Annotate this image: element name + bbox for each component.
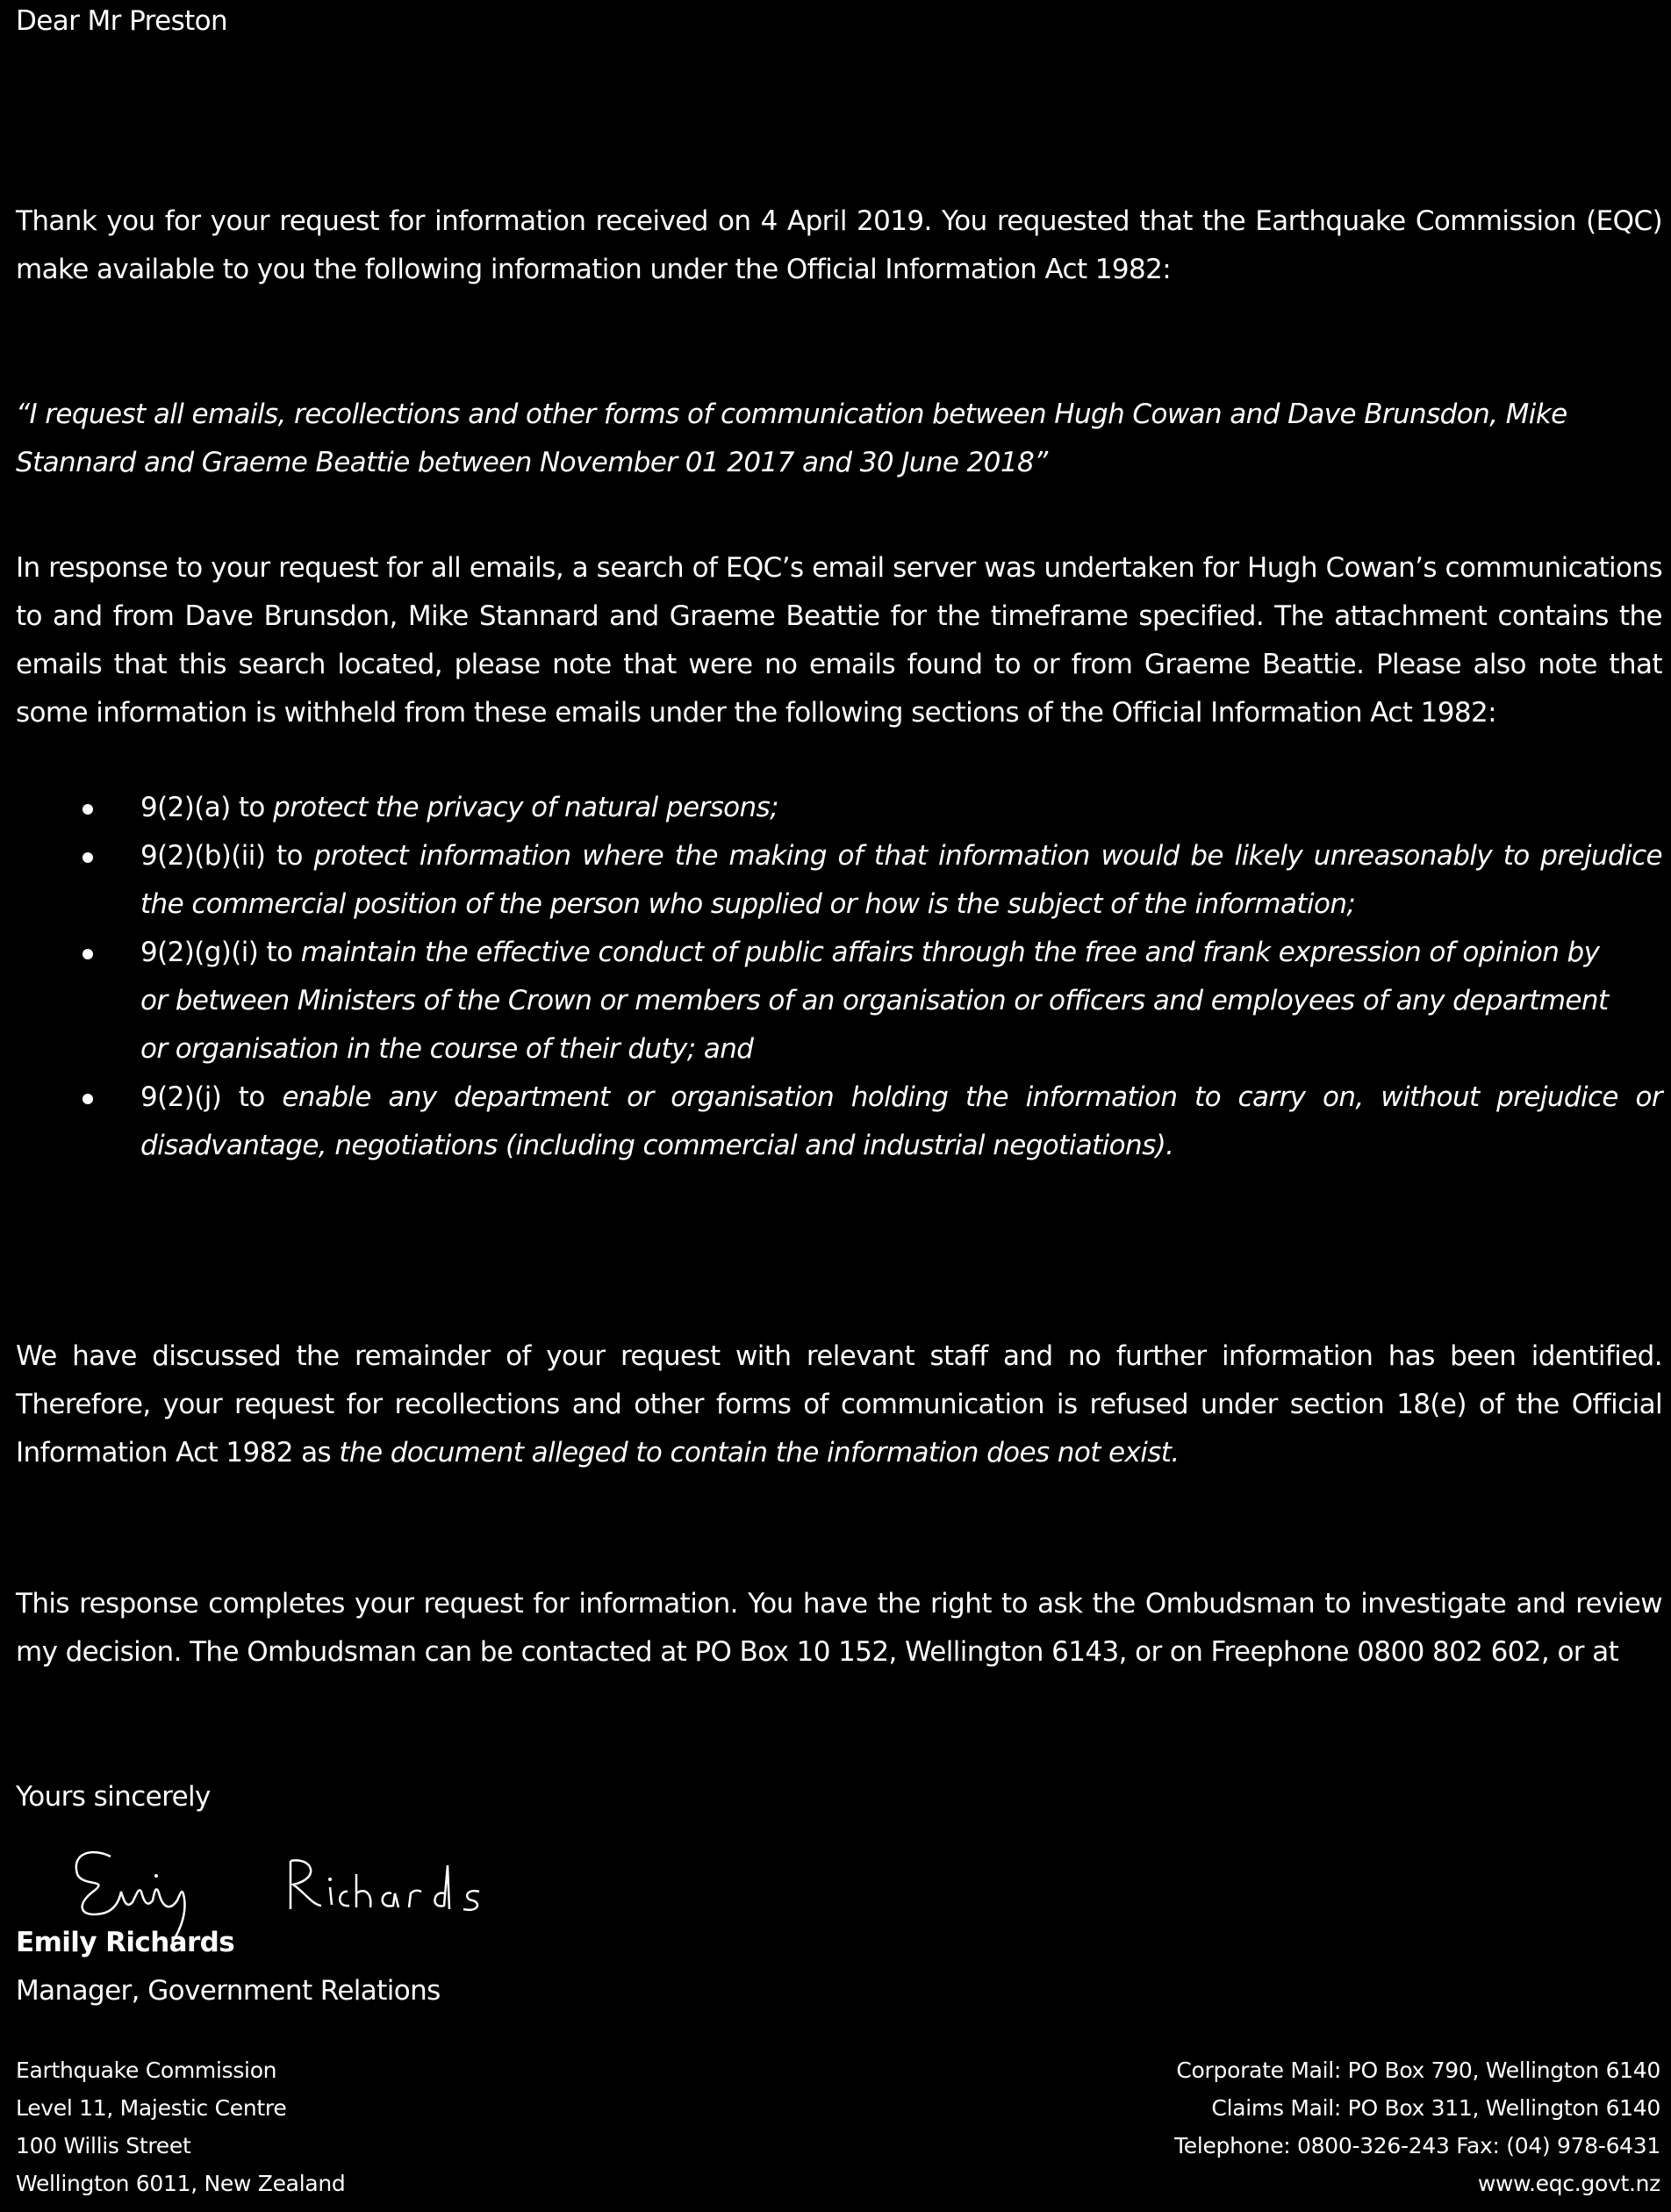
footer-address-line: Level 11, Majestic Centre bbox=[16, 2095, 287, 2121]
withheld-sections-list bbox=[16, 784, 1662, 1170]
list-item bbox=[16, 929, 1632, 1074]
paragraph-request-ack: Thank you for your request for information received on 4 April 2019. You requested that the Earthquake Commission (EQC) make available to you the following information under the Official Information Act 1982: bbox=[16, 205, 1662, 285]
footer-address bbox=[16, 2051, 345, 2202]
list-item bbox=[16, 784, 1662, 832]
footer-website-link[interactable]: www.eqc.govt.nz bbox=[1477, 2171, 1660, 2196]
footer-claims-mail: Claims Mail: PO Box 311, Wellington 6140 bbox=[1211, 2095, 1660, 2121]
refusal-reason: the document alleged to contain the information does not exist. bbox=[339, 1437, 1180, 1469]
section-ref: 9(2)(b)(ii) to bbox=[140, 840, 314, 872]
request-quote: “I request all emails, recollections and other forms of communication between Hugh Cowan and Dave Brunsdon, Mike Stannard and Graeme Beattie between November 01 2017 and 30 June 2018” bbox=[16, 399, 1567, 478]
section-reason: maintain the effective conduct of public affairs through the free and frank expression of opinion by or between Ministers of the Crown or members of an organisation or officers and employees of any department or organisation in the course of their duty; and bbox=[140, 937, 1609, 1065]
footer-contact bbox=[958, 2051, 1660, 2202]
footer-corporate-mail: Corporate Mail: PO Box 790, Wellington 6140 bbox=[1176, 2058, 1660, 2083]
section-ref: 9(2)(a) to bbox=[140, 792, 274, 823]
section-reason: protect the privacy of natural persons; bbox=[273, 792, 778, 823]
footer-address-line: Wellington 6011, New Zealand bbox=[16, 2171, 346, 2196]
salutation: Dear Mr Preston bbox=[16, 5, 228, 37]
refusal-text: We have discussed the remainder of your request with relevant staff and no further information has been identified. Therefore, your request for recollections and other forms of communication is refused under section 18(e) of the Official Information Act 1982 as bbox=[16, 1340, 1662, 1469]
bullet-icon bbox=[82, 852, 93, 863]
closing: Yours sincerely bbox=[16, 1781, 211, 1813]
paragraph-search-response: In response to your request for all emails, a search of EQC’s email server was undertaken for Hugh Cowan’s communications to and from Dave Brunsdon, Mike Stannard and Graeme Beattie for the timeframe specified. The attachment contains the emails that this search located, please note that were no emails found to or from Graeme Beattie. Please also note that some information is withheld from these emails under the following sections of the Official Information Act 1982: bbox=[16, 552, 1662, 729]
bullet-icon bbox=[82, 804, 93, 815]
section-ref: 9(2)(g)(i) to bbox=[140, 937, 301, 968]
footer-phone-fax: Telephone: 0800-326-243 Fax: (04) 978-6431 bbox=[1174, 2133, 1660, 2158]
paragraph-refusal bbox=[16, 1332, 1662, 1477]
list-item bbox=[16, 832, 1662, 929]
bullet-icon bbox=[82, 949, 93, 959]
section-reason: enable any department or organisation holding the information to carry on, without prejudice or disadvantage, negotiations (including commercial and industrial negotiations). bbox=[140, 1081, 1662, 1161]
footer-org-name: Earthquake Commission bbox=[16, 2058, 277, 2083]
section-ref: 9(2)(j) to bbox=[140, 1081, 283, 1113]
paragraph-ombudsman: This response completes your request for information. You have the right to ask the Ombudsman to investigate and review my decision. The Ombudsman can be contacted at PO Box 10 152, Wellington 6143, or on Freephone 0800 802 602, or at bbox=[16, 1588, 1662, 1668]
list-item bbox=[16, 1074, 1662, 1170]
footer-address-line: 100 Willis Street bbox=[16, 2133, 191, 2158]
signatory-title: Manager, Government Relations bbox=[16, 1975, 441, 2007]
signatory-name: Emily Richards bbox=[16, 1927, 235, 1958]
section-reason: protect information where the making of that information would be likely unreasonably to prejudice the commercial position of the person who supplied or how is the subject of the information; bbox=[140, 840, 1662, 920]
bullet-icon bbox=[82, 1094, 93, 1104]
